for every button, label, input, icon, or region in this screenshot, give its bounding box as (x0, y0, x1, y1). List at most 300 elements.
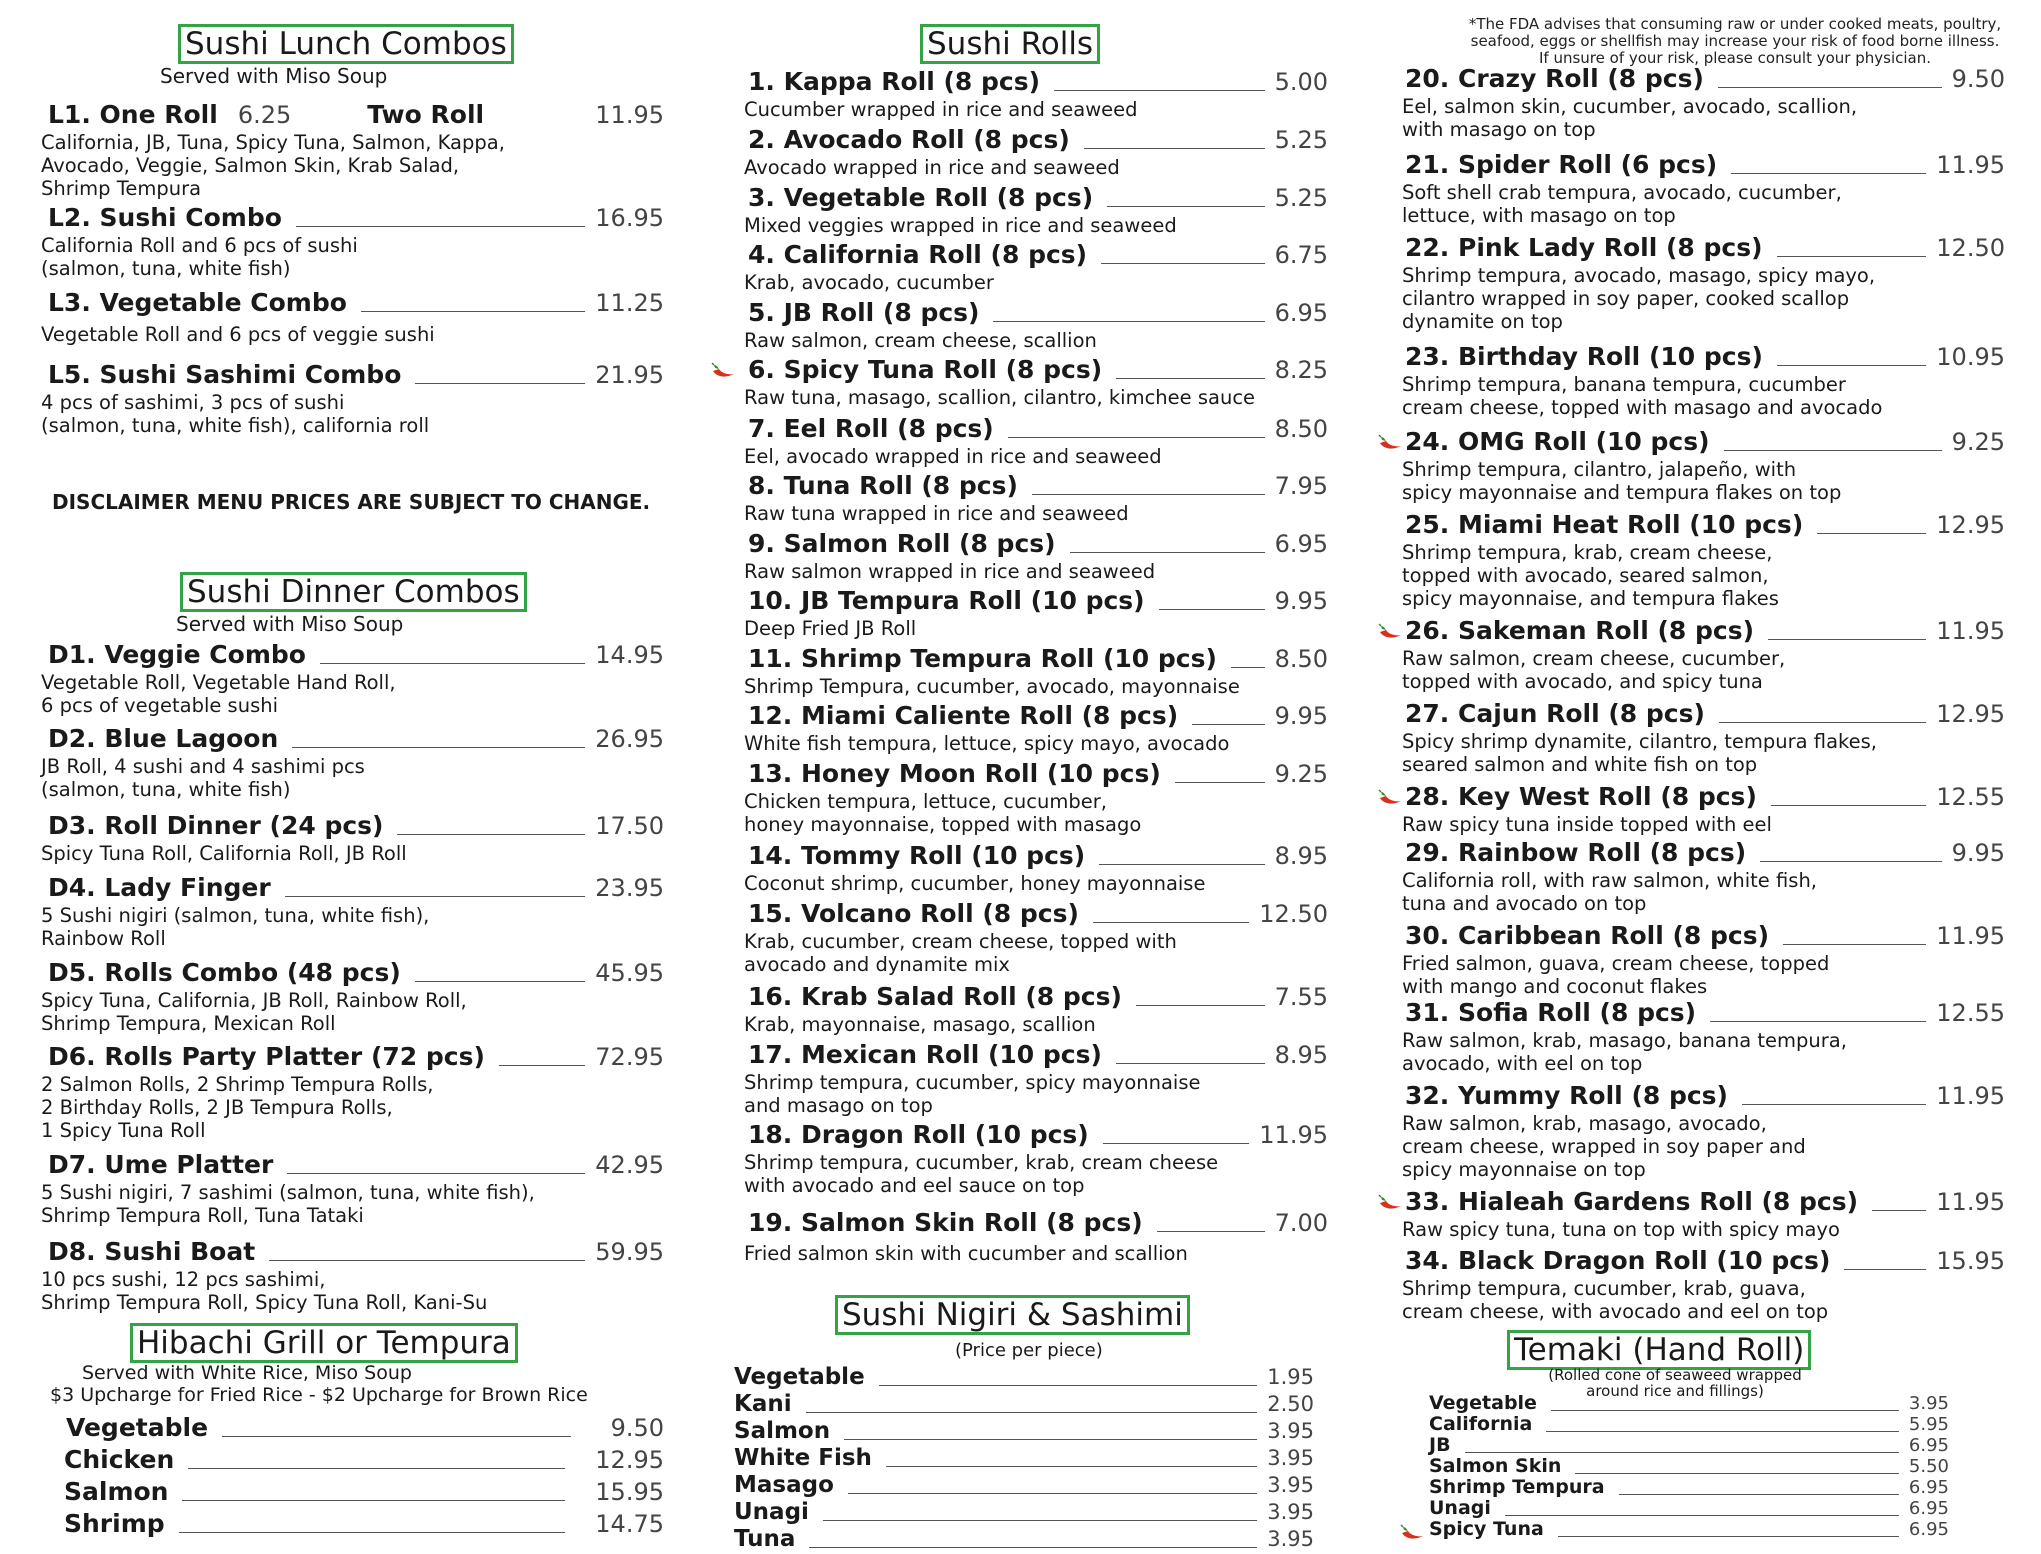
item-name: 31. Sofia Roll (8 pcs) (1405, 998, 1697, 1027)
item-name: D5. Rolls Combo (48 pcs) (48, 958, 401, 987)
menu-item (744, 471, 1328, 525)
item-price: 59.95 (595, 1238, 664, 1266)
nigiri-subtitle: (Price per piece) (955, 1340, 1103, 1361)
item-price: 1.95 (1267, 1365, 1314, 1389)
menu-item (1429, 1519, 1949, 1540)
dotted-leader (1231, 666, 1265, 668)
item-price: 3.95 (1267, 1500, 1314, 1524)
item-description: Fried salmon, guava, cream cheese, topped with mango and coconut flakes (1402, 952, 1830, 998)
lunch-title: Sushi Lunch Combos (178, 24, 514, 64)
item-price: 3.95 (1908, 1393, 1949, 1414)
item-name: D8. Sushi Boat (48, 1237, 256, 1266)
menu-item (1402, 342, 2005, 419)
menu-item (41, 1150, 664, 1227)
item-description: Raw spicy tuna inside topped with eel (1402, 813, 1772, 836)
item-description: 5 Sushi nigiri (salmon, tuna, white fish), Rainbow Roll (41, 904, 430, 950)
item-description: Chicken tempura, lettuce, cucumber, honey mayonnaise, topped with masago (744, 790, 1142, 836)
item-description: Shrimp tempura, cucumber, krab, cream cheese with avocado and eel sauce on top (744, 1151, 1219, 1197)
item-description: Raw salmon, krab, masago, avocado, cream cheese, wrapped in soy paper and spicy mayonnaise on top (1402, 1112, 1806, 1181)
dotted-leader (1159, 608, 1265, 610)
item-description: Spicy Tuna Roll, California Roll, JB Roll (41, 842, 407, 865)
item-name: 9. Salmon Roll (8 pcs) (748, 529, 1056, 558)
menu-item (41, 360, 664, 437)
dotted-leader (1084, 147, 1265, 149)
item-name: White Fish (734, 1445, 872, 1471)
item-name: Shrimp (64, 1509, 165, 1538)
item-description: 10 pcs sushi, 12 pcs sashimi, Shrimp Tempura Roll, Spicy Tuna Roll, Kani-Su (41, 1268, 488, 1314)
menu-item (744, 982, 1328, 1036)
dotted-leader (296, 225, 585, 227)
item-description: Mixed veggies wrapped in rice and seaweed (744, 214, 1177, 237)
menu-item (734, 1524, 1314, 1554)
item-name: 15. Volcano Roll (8 pcs) (748, 899, 1079, 928)
item-price: 11.95 (1936, 922, 2005, 950)
dotted-leader (1783, 943, 1926, 945)
dotted-leader (1192, 723, 1264, 725)
menu-item (744, 899, 1328, 976)
menu-item (744, 529, 1328, 583)
menu-item (1402, 838, 2005, 915)
item-name: 8. Tuna Roll (8 pcs) (748, 471, 1018, 500)
menu-item (744, 586, 1328, 640)
menu-item (41, 958, 664, 1035)
item-name: L5. Sushi Sashimi Combo (48, 360, 402, 389)
dotted-leader (287, 1172, 585, 1174)
item-description: 4 pcs of sashimi, 3 pcs of sushi (salmon, tuna, white fish), california roll (41, 391, 430, 437)
chili-pepper-icon (1399, 1524, 1425, 1542)
dotted-leader (879, 1384, 1258, 1386)
item-name: L2. Sushi Combo (48, 203, 282, 232)
dotted-leader (1093, 921, 1249, 923)
menu-item (41, 873, 664, 950)
menu-item (734, 1389, 1314, 1419)
dotted-leader (1768, 638, 1926, 640)
menu-item (1429, 1456, 1949, 1477)
item-price: 15.95 (595, 1478, 664, 1506)
item-price: 11.95 (1936, 1188, 2005, 1216)
item-name: Spicy Tuna (1429, 1518, 1544, 1540)
dotted-leader (1099, 863, 1264, 865)
item-price: 3.95 (1267, 1527, 1314, 1551)
item-price: 9.25 (1951, 428, 2005, 456)
menu-item (734, 1470, 1314, 1500)
menu-item (744, 183, 1328, 237)
item-name: Salmon (734, 1418, 831, 1444)
item-price: 12.95 (1936, 511, 2005, 539)
item-description: Raw tuna wrapped in rice and seaweed (744, 502, 1129, 525)
item-price: 11.25 (595, 289, 664, 317)
item-price: 12.50 (1259, 900, 1328, 928)
dotted-leader (1101, 262, 1264, 264)
menu-item (744, 1040, 1328, 1117)
item-name: 19. Salmon Skin Roll (8 pcs) (748, 1208, 1143, 1237)
menu-item (1429, 1498, 1949, 1519)
menu-item (1429, 1414, 1949, 1435)
item-price: 12.55 (1936, 999, 2005, 1027)
item-name: 28. Key West Roll (8 pcs) (1405, 782, 1757, 811)
dotted-leader (1575, 1472, 1899, 1474)
menu-item (734, 1497, 1314, 1527)
item-description: Shrimp tempura, cilantro, jalapeño, with spicy mayonnaise and tempura flakes on top (1402, 458, 1842, 504)
item-price: 14.75 (595, 1510, 664, 1538)
item-name: D2. Blue Lagoon (48, 724, 279, 753)
menu-item (1402, 64, 2005, 141)
dotted-leader (1107, 205, 1264, 207)
menu-item (41, 203, 664, 280)
item-description: Vegetable Roll and 6 pcs of veggie sushi (41, 323, 435, 346)
item-description: California, JB, Tuna, Spicy Tuna, Salmon, Kappa, Avocado, Veggie, Salmon Skin, Krab Salad, Shrimp Tempura (41, 131, 505, 200)
item-description: Raw salmon, krab, masago, banana tempura, avocado, with eel on top (1402, 1029, 1847, 1075)
item-price: 15.95 (1936, 1247, 2005, 1275)
item-description: Cucumber wrapped in rice and seaweed (744, 98, 1138, 121)
item-price: 14.95 (595, 641, 664, 669)
dotted-leader (806, 1411, 1258, 1413)
item-price: 6.95 (1274, 530, 1328, 558)
menu-item (744, 125, 1328, 179)
chili-pepper-icon (1377, 434, 1403, 452)
temaki-title: Temaki (Hand Roll) (1507, 1330, 1811, 1370)
dotted-leader (222, 1435, 571, 1437)
item-price: 11.95 (1936, 1082, 2005, 1110)
item-description: Spicy shrimp dynamite, cilantro, tempura flakes, seared salmon and white fish on top (1402, 730, 1877, 776)
dotted-leader (993, 320, 1264, 322)
menu-item (1429, 1435, 1949, 1456)
item-description: Raw tuna, masago, scallion, cilantro, kimchee sauce (744, 386, 1256, 409)
item-description: Shrimp tempura, avocado, masago, spicy mayo, cilantro wrapped in soy paper, cooked scallop dynamite on top (1402, 264, 1876, 333)
item-price: 11.95 (1936, 151, 2005, 179)
menu-item (744, 759, 1328, 836)
item-price: 6.95 (1274, 299, 1328, 327)
chili-pepper-icon (1377, 623, 1403, 641)
item-name: 11. Shrimp Tempura Roll (10 pcs) (748, 644, 1217, 673)
item-price: 6.95 (1908, 1498, 1949, 1519)
nigiri-title: Sushi Nigiri & Sashimi (835, 1295, 1190, 1335)
menu-item (41, 724, 664, 801)
item-price: 5.25 (1274, 126, 1328, 154)
item-price: 42.95 (595, 1151, 664, 1179)
dotted-leader (1710, 1020, 1926, 1022)
dotted-leader (415, 382, 585, 384)
dotted-leader (361, 310, 585, 312)
item-description: Krab, cucumber, cream cheese, topped with avocado and dynamite mix (744, 930, 1177, 976)
item-price: 12.55 (1936, 783, 2005, 811)
dotted-leader (1175, 781, 1265, 783)
item-description: Raw salmon, cream cheese, scallion (744, 329, 1097, 352)
dotted-leader (1070, 551, 1265, 553)
menu-item (41, 1042, 664, 1142)
item-price: 2.50 (1267, 1392, 1314, 1416)
menu-item (1402, 699, 2005, 776)
item-price: 8.50 (1274, 645, 1328, 673)
item-description: Avocado wrapped in rice and seaweed (744, 156, 1120, 179)
dotted-leader (1718, 86, 1942, 88)
item-description: Soft shell crab tempura, avocado, cucumber, lettuce, with masago on top (1402, 181, 1842, 227)
menu-item (1402, 998, 2005, 1075)
dotted-leader (415, 980, 585, 982)
item-description: Vegetable Roll, Vegetable Hand Roll, 6 pcs of vegetable sushi (41, 671, 396, 717)
item-description: 5 Sushi nigiri, 7 sashimi (salmon, tuna, white fish), Shrimp Tempura Roll, Tuna Tataki (41, 1181, 535, 1227)
item-price: 72.95 (595, 1043, 664, 1071)
item-name: Shrimp Tempura (1429, 1476, 1605, 1498)
item-price: 8.95 (1274, 842, 1328, 870)
menu-item (1402, 1187, 2005, 1241)
item-price: 9.95 (1951, 839, 2005, 867)
dotted-leader (1136, 1004, 1265, 1006)
dotted-leader (182, 1499, 565, 1501)
item-price: 17.50 (595, 812, 664, 840)
item-name: 2. Avocado Roll (8 pcs) (748, 125, 1070, 154)
item-price: 6.75 (1274, 241, 1328, 269)
item-name: 7. Eel Roll (8 pcs) (748, 414, 994, 443)
item-name: 26. Sakeman Roll (8 pcs) (1405, 616, 1755, 645)
menu-item (1402, 1246, 2005, 1323)
item-name: 24. OMG Roll (10 pcs) (1405, 427, 1710, 456)
dotted-leader (1817, 532, 1926, 534)
item-name: 10. JB Tempura Roll (10 pcs) (748, 586, 1145, 615)
item-name: JB (1429, 1434, 1451, 1456)
dotted-leader (1551, 1409, 1899, 1411)
item-name: 23. Birthday Roll (10 pcs) (1405, 342, 1763, 371)
dotted-leader (848, 1492, 1257, 1494)
menu-item (41, 811, 664, 865)
item-description: Coconut shrimp, cucumber, honey mayonnaise (744, 872, 1206, 895)
item-description: Raw salmon wrapped in rice and seaweed (744, 560, 1156, 583)
dotted-leader (823, 1519, 1257, 1521)
item-description: White fish tempura, lettuce, spicy mayo, avocado (744, 732, 1230, 755)
dotted-leader (1742, 1103, 1926, 1105)
item-name: Vegetable (734, 1364, 865, 1390)
item-price: 45.95 (595, 959, 664, 987)
menu-item (64, 1445, 664, 1475)
item-name: 3. Vegetable Roll (8 pcs) (748, 183, 1094, 212)
chili-pepper-icon (710, 362, 736, 380)
menu-item (41, 288, 664, 346)
item-price: 26.95 (595, 725, 664, 753)
menu-item (734, 1443, 1314, 1473)
item-price: 11.95 (1936, 617, 2005, 645)
item-price: 7.00 (1274, 1209, 1328, 1237)
disclaimer: DISCLAIMER MENU PRICES ARE SUBJECT TO CHANGE. (52, 490, 651, 514)
dotted-leader (1116, 1062, 1265, 1064)
item-name: Salmon Skin (1429, 1455, 1562, 1477)
dotted-leader (1054, 89, 1265, 91)
item-name: 12. Miami Caliente Roll (8 pcs) (748, 701, 1179, 730)
item-description: Shrimp tempura, banana tempura, cucumber cream cheese, topped with masago and avocado (1402, 373, 1883, 419)
item-price: 9.95 (1274, 587, 1328, 615)
menu-item (744, 701, 1328, 755)
item-price: 8.95 (1274, 1041, 1328, 1069)
item-price: 5.50 (1908, 1456, 1949, 1477)
item-description: Shrimp tempura, krab, cream cheese, topped with avocado, seared salmon, spicy mayonnaise, and tempura flakes (1402, 541, 1779, 610)
dinner-title: Sushi Dinner Combos (180, 572, 527, 612)
item-name: 33. Hialeah Gardens Roll (8 pcs) (1405, 1187, 1859, 1216)
dotted-leader (1719, 721, 1926, 723)
dotted-leader (1619, 1493, 1899, 1495)
item-price: 9.25 (1274, 760, 1328, 788)
dotted-leader (809, 1546, 1257, 1548)
item-name: 32. Yummy Roll (8 pcs) (1405, 1081, 1728, 1110)
item-name: D7. Ume Platter (48, 1150, 274, 1179)
item-name: 16. Krab Salad Roll (8 pcs) (748, 982, 1122, 1011)
dotted-leader (179, 1531, 566, 1533)
item-description: Spicy Tuna, California, JB Roll, Rainbow Roll, Shrimp Tempura, Mexican Roll (41, 989, 467, 1035)
item-name: D1. Veggie Combo (48, 640, 306, 669)
item-description: Deep Fried JB Roll (744, 617, 917, 640)
item-name: 25. Miami Heat Roll (10 pcs) (1405, 510, 1804, 539)
menu-item (64, 1509, 664, 1539)
item-name: Vegetable (1429, 1392, 1537, 1414)
menu-item (1429, 1393, 1949, 1414)
item-price: 12.95 (1936, 700, 2005, 728)
dotted-leader (1558, 1535, 1899, 1537)
menu-item (1402, 782, 2005, 836)
item-price: 11.95 (1259, 1121, 1328, 1149)
dotted-leader (1546, 1430, 1899, 1432)
dotted-leader (1777, 364, 1926, 366)
dotted-leader (1103, 1142, 1250, 1144)
right-column (1385, 0, 2025, 1553)
item-price: 6.95 (1908, 1477, 1949, 1498)
lunch-subtitle: Served with Miso Soup (160, 64, 388, 88)
item-price: 3.95 (1267, 1473, 1314, 1497)
item-name: 22. Pink Lady Roll (8 pcs) (1405, 233, 1763, 262)
hibachi-subtitle-2: $3 Upcharge for Fried Rice - $2 Upcharge for Brown Rice (50, 1384, 588, 1406)
middle-column (730, 0, 1330, 1553)
item-price: 8.25 (1274, 356, 1328, 384)
hibachi-subtitle-1: Served with White Rice, Miso Soup (82, 1362, 412, 1384)
item-name-2: Two Roll (367, 100, 485, 129)
menu-item (1402, 233, 2005, 333)
dotted-leader (397, 833, 585, 835)
dotted-leader (499, 1064, 585, 1066)
dotted-leader (285, 895, 586, 897)
dotted-leader (1032, 493, 1265, 495)
item-price: 9.95 (1274, 702, 1328, 730)
dotted-leader (1760, 860, 1941, 862)
menu-item (66, 1413, 664, 1443)
item-description: Fried salmon skin with cucumber and scallion (744, 1242, 1188, 1265)
item-name: Vegetable (66, 1413, 209, 1442)
item-price: 12.50 (1936, 234, 2005, 262)
item-name: 1. Kappa Roll (8 pcs) (748, 67, 1041, 96)
item-price: 8.50 (1274, 415, 1328, 443)
menu-item (744, 298, 1328, 352)
dinner-subtitle: Served with Miso Soup (176, 612, 404, 636)
dotted-leader (1872, 1209, 1926, 1211)
item-description: JB Roll, 4 sushi and 4 sashimi pcs (salmon, tuna, white fish) (41, 755, 365, 801)
item-name: L3. Vegetable Combo (48, 288, 347, 317)
item-name: 14. Tommy Roll (10 pcs) (748, 841, 1086, 870)
item-name: Unagi (1429, 1497, 1491, 1519)
item-name: D3. Roll Dinner (24 pcs) (48, 811, 384, 840)
menu-item (41, 640, 664, 717)
item-name: 21. Spider Roll (6 pcs) (1405, 150, 1718, 179)
chili-pepper-icon (1377, 1194, 1403, 1212)
menu-item (744, 240, 1328, 294)
item-price: 10.95 (1936, 343, 2005, 371)
item-price: 6.25 (237, 101, 292, 129)
menu-item (744, 355, 1328, 409)
item-name: L1. One Roll (48, 100, 218, 129)
item-price: 7.55 (1274, 983, 1328, 1011)
item-description: Krab, avocado, cucumber (744, 271, 994, 294)
temaki-subtitle: (Rolled cone of seaweed wrapped around rice and fillings) (1548, 1366, 1802, 1400)
dotted-leader (1465, 1451, 1899, 1453)
item-name: 29. Rainbow Roll (8 pcs) (1405, 838, 1747, 867)
item-price: 12.95 (595, 1446, 664, 1474)
menu-item (744, 414, 1328, 468)
item-name: Tuna (734, 1526, 796, 1552)
menu-item (744, 1208, 1328, 1265)
chili-pepper-icon (1377, 789, 1403, 807)
item-name: 17. Mexican Roll (10 pcs) (748, 1040, 1102, 1069)
dotted-leader (1844, 1268, 1926, 1270)
menu-item (1402, 150, 2005, 227)
hibachi-title: Hibachi Grill or Tempura (130, 1323, 518, 1363)
menu-item (744, 1120, 1328, 1197)
item-name: 18. Dragon Roll (10 pcs) (748, 1120, 1089, 1149)
item-description: Raw spicy tuna, tuna on top with spicy mayo (1402, 1218, 1840, 1241)
item-name: Kani (734, 1391, 792, 1417)
item-price-2: 11.95 (595, 101, 664, 129)
dotted-leader (292, 746, 585, 748)
item-description: Eel, salmon skin, cucumber, avocado, scallion, with masago on top (1402, 95, 1858, 141)
dotted-leader (886, 1465, 1257, 1467)
item-name: 5. JB Roll (8 pcs) (748, 298, 980, 327)
item-price: 3.95 (1267, 1419, 1314, 1443)
item-name: Chicken (64, 1445, 175, 1474)
dotted-leader (1724, 449, 1942, 451)
item-name: 27. Cajun Roll (8 pcs) (1405, 699, 1705, 728)
item-description: Eel, avocado wrapped in rice and seaweed (744, 445, 1162, 468)
item-name: California (1429, 1413, 1533, 1435)
item-name: 6. Spicy Tuna Roll (8 pcs) (748, 355, 1103, 384)
menu-item (734, 1416, 1314, 1446)
fda-notice: *The FDA advises that consuming raw or under cooked meats, poultry, seafood, eggs or shellfish may increase your risk of food borne illness. If unsure of your risk, please consult your physician. (1468, 15, 2002, 67)
dotted-leader (1731, 172, 1926, 174)
dotted-leader (844, 1438, 1257, 1440)
item-description: Shrimp tempura, cucumber, spicy mayonnaise and masago on top (744, 1071, 1201, 1117)
item-name: Unagi (734, 1499, 809, 1525)
item-description: Raw salmon, cream cheese, cucumber, topped with avocado, and spicy tuna (1402, 647, 1786, 693)
left-column (41, 0, 688, 1553)
dotted-leader (269, 1259, 585, 1261)
dotted-leader (320, 662, 585, 664)
menu-item (1402, 616, 2005, 693)
dotted-leader (1771, 804, 1926, 806)
item-price: 9.50 (610, 1414, 664, 1442)
item-name: Salmon (64, 1477, 169, 1506)
menu-item (734, 1362, 1314, 1392)
item-name: 34. Black Dragon Roll (10 pcs) (1405, 1246, 1831, 1275)
item-description: 2 Salmon Rolls, 2 Shrimp Tempura Rolls, 2 Birthday Rolls, 2 JB Tempura Rolls, 1 Spicy Tuna Roll (41, 1073, 434, 1142)
item-price: 3.95 (1267, 1446, 1314, 1470)
item-name: 30. Caribbean Roll (8 pcs) (1405, 921, 1770, 950)
item-price: 9.50 (1951, 65, 2005, 93)
menu-item (1402, 427, 2005, 504)
item-price: 16.95 (595, 204, 664, 232)
menu-item (41, 1237, 664, 1314)
dotted-leader (188, 1467, 565, 1469)
rolls-title: Sushi Rolls (920, 24, 1100, 64)
item-description: Shrimp Tempura, cucumber, avocado, mayonnaise (744, 675, 1240, 698)
menu-item (744, 67, 1328, 121)
item-name: D4. Lady Finger (48, 873, 271, 902)
item-price: 7.95 (1274, 472, 1328, 500)
item-price: 6.95 (1908, 1519, 1949, 1540)
item-name: 4. California Roll (8 pcs) (748, 240, 1088, 269)
item-name: 13. Honey Moon Roll (10 pcs) (748, 759, 1161, 788)
